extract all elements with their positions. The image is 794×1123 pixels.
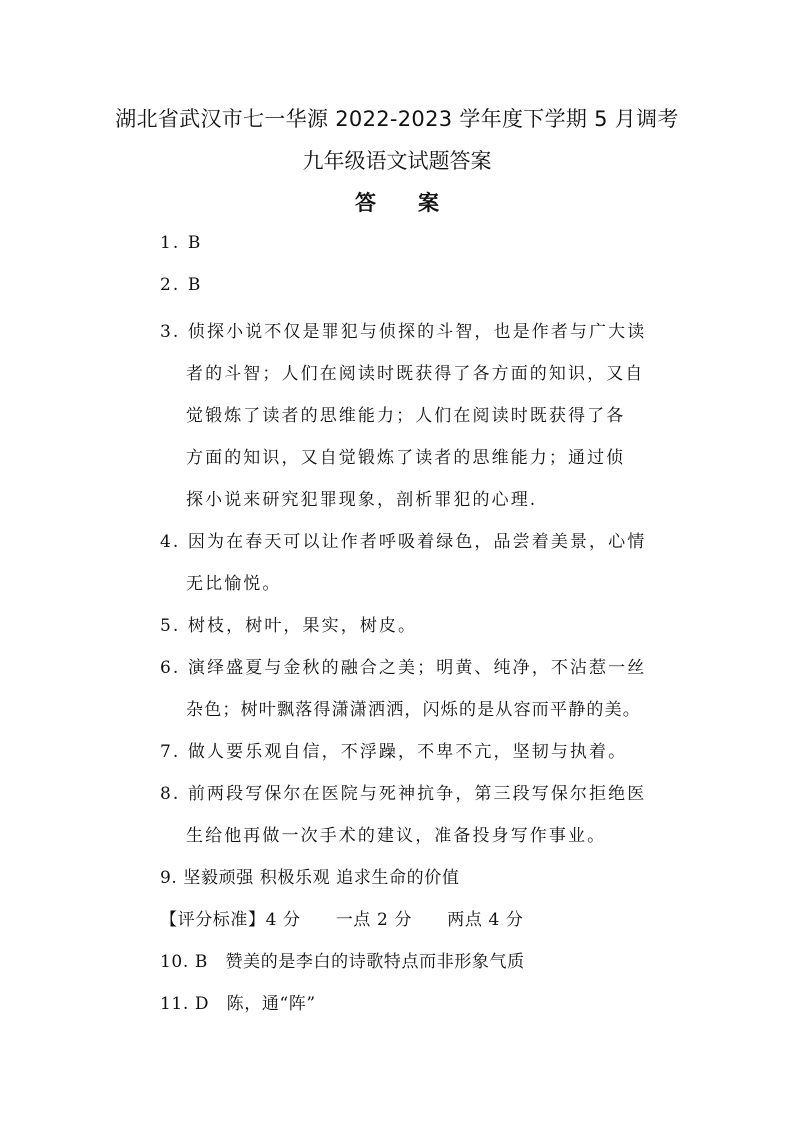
- answer-3-line-5: 探小说来研究犯罪现象，剖析罪犯的心理.: [186, 490, 538, 510]
- answer-2: 2. B: [160, 275, 203, 295]
- answer-heading: 答 案: [355, 191, 439, 215]
- answer-4-line-1: 4. 因为在春天可以让作者呼吸着绿色，品尝着美景，心情: [160, 532, 647, 552]
- answer-11: 11. D 陈，通“阵”: [160, 994, 316, 1014]
- answer-4-line-2: 无比愉悦。: [186, 574, 282, 594]
- answer-3-line-2: 者的斗智；人们在阅读时既获得了各方面的知识，又自: [186, 364, 645, 384]
- answer-3-line-4: 方面的知识，又自觉锻炼了读者的思维能力；通过侦: [186, 448, 626, 468]
- answer-10: 10. B 赞美的是李白的诗歌特点而非形象气质: [160, 952, 525, 972]
- document-title: 湖北省武汉市七一华源 2022-2023 学年度下学期 5 月调考: [115, 107, 679, 131]
- document-subtitle: 九年级语文试题答案: [302, 149, 492, 173]
- answer-3-line-3: 觉锻炼了读者的思维能力；人们在阅读时既获得了各: [186, 406, 626, 426]
- answer-8-line-1: 8. 前两段写保尔在医院与死神抗争，第三段写保尔拒绝医: [160, 784, 647, 804]
- answer-3-line-1: 3. 侦探小说不仅是罪犯与侦探的斗智，也是作者与广大读: [160, 322, 647, 342]
- answer-1: 1. B: [160, 233, 203, 253]
- answer-7: 7. 做人要乐观自信，不浮躁，不卑不亢，坚韧与执着。: [160, 742, 628, 762]
- answer-6-line-1: 6. 演绎盛夏与金秋的融合之美；明黄、纯净，不沾惹一丝: [160, 658, 647, 678]
- answer-6-line-2: 杂色；树叶飘落得潇潇洒洒，闪烁的是从容而平静的美。: [186, 700, 641, 720]
- scoring-standard: 【评分标准】4 分 一点 2 分 两点 4 分: [160, 910, 524, 930]
- answer-9: 9. 坚毅顽强 积极乐观 追求生命的价值: [160, 868, 460, 888]
- answer-5: 5. 树枝，树叶，果实，树皮。: [160, 616, 418, 636]
- answer-8-line-2: 生给他再做一次手术的建议，准备投身写作事业。: [186, 826, 607, 846]
